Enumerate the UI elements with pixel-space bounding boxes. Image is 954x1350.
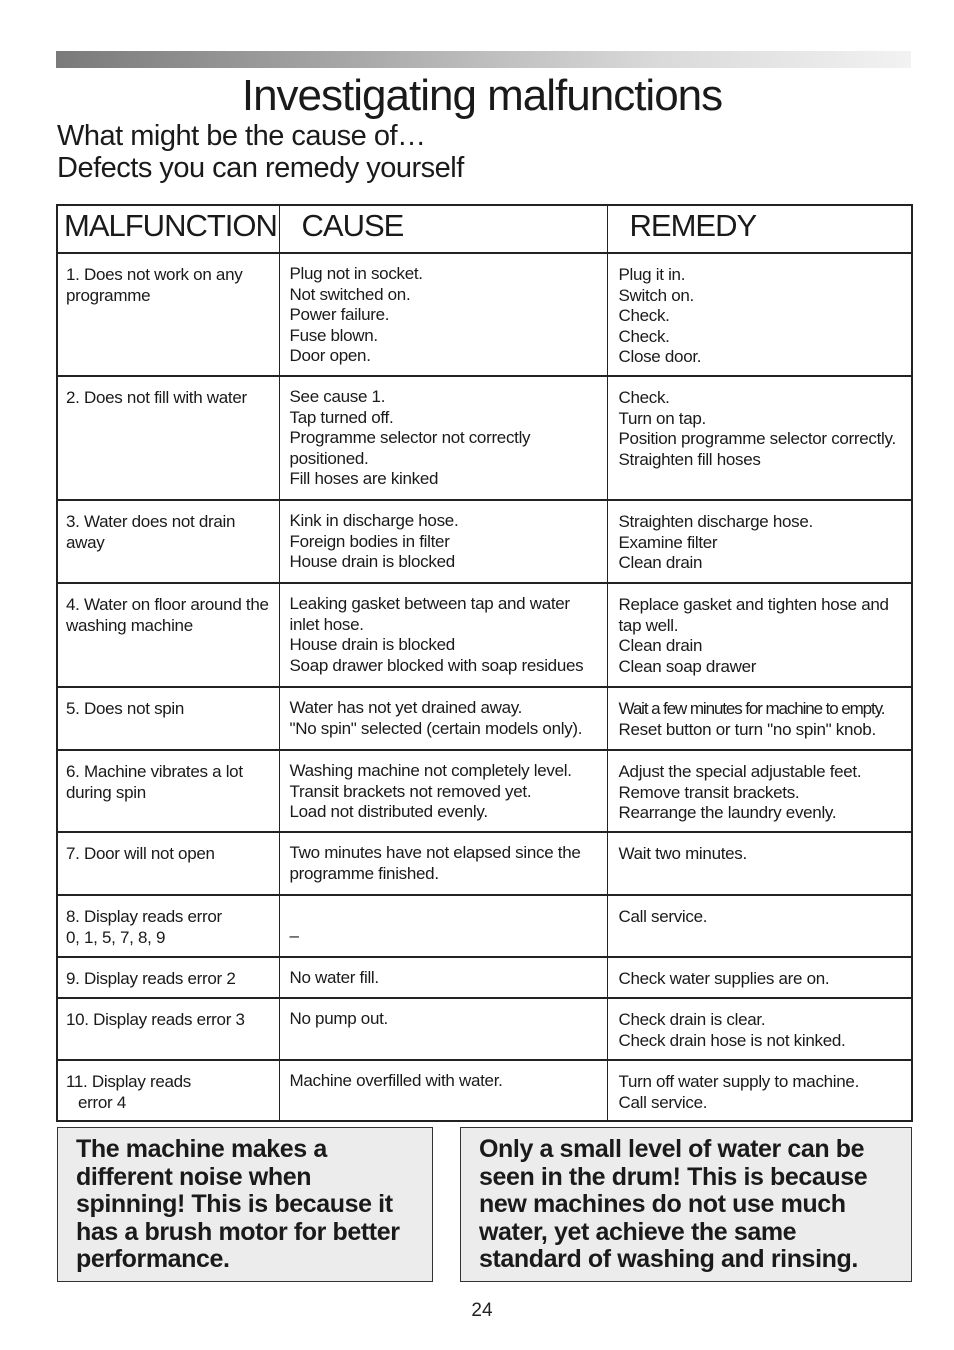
cell-line: "No spin" selected (certain models only). xyxy=(289,718,583,738)
remedy-cell xyxy=(607,998,912,1060)
subtitle-line-2: Defects you can remedy yourself xyxy=(57,152,464,184)
cause-cell xyxy=(279,253,607,376)
malfunction-table xyxy=(56,204,913,1122)
malfunction-cell xyxy=(57,253,279,376)
cell-line: 3. Water does not drain away xyxy=(66,512,236,552)
cell-line: Examine filter xyxy=(618,532,718,552)
remedy-cell xyxy=(607,750,912,832)
cell-line: Check drain hose is not kinked. xyxy=(618,1030,846,1050)
cell-line: Wait a few minutes for machine to empty. xyxy=(618,699,885,718)
note-brush-motor: The machine makes a different noise when spinning! This is because it has a brush motor for better performance. xyxy=(57,1127,433,1282)
cause-cell xyxy=(279,500,607,583)
header-malfunction: MALFUNCTION xyxy=(57,205,279,253)
table-header-row xyxy=(57,205,912,253)
cause-cell xyxy=(279,583,607,687)
cell-line: Fuse blown. xyxy=(289,325,378,345)
table-row xyxy=(57,687,912,750)
cell-line: Wait two minutes. xyxy=(618,844,747,863)
table-row xyxy=(57,895,912,957)
cell-line: 1. Does not work on any programme xyxy=(66,265,243,305)
remedy-cell xyxy=(607,500,912,583)
cell-line: Adjust the special adjustable feet. xyxy=(618,762,862,781)
cell-line: Turn off water supply to machine. xyxy=(618,1072,860,1091)
cell-line: Check. xyxy=(618,306,670,325)
cell-line: error 4 xyxy=(78,1092,126,1112)
cell-line: Washing machine not completely level. xyxy=(289,761,572,780)
cause-cell xyxy=(279,687,607,750)
cell-line: Transit brackets not removed yet. xyxy=(289,781,532,801)
cell-line: Close door. xyxy=(618,347,702,366)
cell-line: Call service. xyxy=(618,907,708,926)
cause-cell xyxy=(279,750,607,832)
cell-line: Switch on. xyxy=(618,285,694,305)
table-row xyxy=(57,957,912,998)
cell-line: 8. Display reads error xyxy=(66,907,222,926)
cell-line: Plug not in socket. xyxy=(289,264,423,283)
malfunction-cell xyxy=(57,1060,279,1121)
cause-cell xyxy=(279,998,607,1060)
cell-line: Water has not yet drained away. xyxy=(289,698,523,717)
malfunction-cell xyxy=(57,750,279,832)
table-row xyxy=(57,832,912,895)
cell-line: Programme selector not correctly positioned. xyxy=(289,428,531,468)
remedy-cell xyxy=(607,957,912,998)
cell-line: Check water supplies are on. xyxy=(618,969,830,988)
header-gradient-bar xyxy=(56,51,911,68)
cell-line: Position programme selector correctly. xyxy=(618,429,896,448)
cell-line: Kink in discharge hose. xyxy=(289,511,459,530)
malfunction-cell xyxy=(57,895,279,957)
page-title: Investigating malfunctions xyxy=(241,71,723,120)
cell-line: Clean soap drawer xyxy=(618,656,757,676)
remedy-cell xyxy=(607,376,912,500)
malfunction-cell xyxy=(57,376,279,500)
cell-line: 10. Display reads error 3 xyxy=(66,1010,245,1029)
cell-line: Check. xyxy=(618,388,670,407)
cell-line: Load not distributed evenly. xyxy=(289,802,488,821)
cause-cell xyxy=(279,895,607,957)
cause-cell xyxy=(279,832,607,895)
cause-cell xyxy=(279,957,607,998)
remedy-cell xyxy=(607,832,912,895)
cell-line: House drain is blocked xyxy=(289,635,455,654)
cell-line: Foreign bodies in filter xyxy=(289,531,450,551)
cause-cell xyxy=(279,376,607,500)
malfunction-cell xyxy=(57,998,279,1060)
cell-line: Call service. xyxy=(618,1092,708,1112)
table-row xyxy=(57,253,912,376)
remedy-cell xyxy=(607,583,912,687)
cell-line: No water fill. xyxy=(289,968,379,987)
cell-line: Reset button or turn "no spin" knob. xyxy=(618,719,876,739)
cell-line: Plug it in. xyxy=(618,265,686,284)
cell-line: No pump out. xyxy=(289,1009,388,1028)
cell-line: Two minutes have not elapsed since the programme finished. xyxy=(289,843,581,883)
remedy-cell xyxy=(607,253,912,376)
remedy-cell xyxy=(607,1060,912,1121)
page-subtitle xyxy=(57,120,464,184)
cell-line: Machine overfilled with water. xyxy=(289,1071,503,1090)
cell-line: Power failure. xyxy=(289,305,390,324)
header-remedy: REMEDY xyxy=(607,205,912,253)
cell-line: 6. Machine vibrates a lot during spin xyxy=(66,762,243,802)
malfunction-cell xyxy=(57,832,279,895)
cell-line: Not switched on. xyxy=(289,284,411,304)
table-row xyxy=(57,998,912,1060)
cell-line: Straighten discharge hose. xyxy=(618,512,813,531)
cell-line: Check. xyxy=(618,326,670,346)
cause-cell xyxy=(279,1060,607,1121)
cell-line: Leaking gasket between tap and water inlet hose. xyxy=(289,594,570,634)
cell-line: 2. Does not fill with water xyxy=(66,388,247,407)
cell-line: Replace gasket and tighten hose and tap well. xyxy=(618,595,889,635)
cell-line: See cause 1. xyxy=(289,387,386,406)
table-row xyxy=(57,583,912,687)
malfunction-cell xyxy=(57,687,279,750)
cell-line: Soap drawer blocked with soap residues xyxy=(289,655,584,675)
cell-line: 0, 1, 5, 7, 8, 9 xyxy=(66,927,166,947)
cell-line: 7. Door will not open xyxy=(66,844,215,863)
cell-line: Clean drain xyxy=(618,553,703,572)
cell-line: 4. Water on floor around the washing machine xyxy=(66,595,269,635)
remedy-cell xyxy=(607,687,912,750)
cell-line: Fill hoses are kinked xyxy=(289,469,439,488)
cell-line: Turn on tap. xyxy=(618,408,706,428)
note-water-level: Only a small level of water can be seen in the drum! This is because new machines do not use much water, yet achieve the same standard of washing and rinsing. xyxy=(460,1127,912,1282)
cell-line: 5. Does not spin xyxy=(66,699,185,718)
cell-line: – xyxy=(289,926,299,945)
table-row xyxy=(57,500,912,583)
remedy-cell xyxy=(607,895,912,957)
cell-line: 9. Display reads error 2 xyxy=(66,969,236,988)
cell-line: 11. Display reads xyxy=(66,1072,191,1091)
page-number: 24 xyxy=(471,1300,493,1321)
table-row xyxy=(57,376,912,500)
malfunction-cell xyxy=(57,957,279,998)
cell-line: Tap turned off. xyxy=(289,407,394,427)
malfunction-cell xyxy=(57,500,279,583)
cell-line: Rearrange the laundry evenly. xyxy=(618,803,837,822)
cell-line xyxy=(290,906,601,926)
cell-line: Straighten fill hoses xyxy=(618,449,761,469)
malfunction-cell xyxy=(57,583,279,687)
cell-line: Clean drain xyxy=(618,636,703,655)
cell-line: Remove transit brackets. xyxy=(618,782,800,802)
cell-line: House drain is blocked xyxy=(289,552,455,571)
table-row xyxy=(57,750,912,832)
header-cause: CAUSE xyxy=(279,205,607,253)
cell-line: Check drain is clear. xyxy=(618,1010,766,1029)
cell-line: Door open. xyxy=(289,346,371,365)
subtitle-line-1: What might be the cause of… xyxy=(57,120,426,152)
table-row xyxy=(57,1060,912,1121)
